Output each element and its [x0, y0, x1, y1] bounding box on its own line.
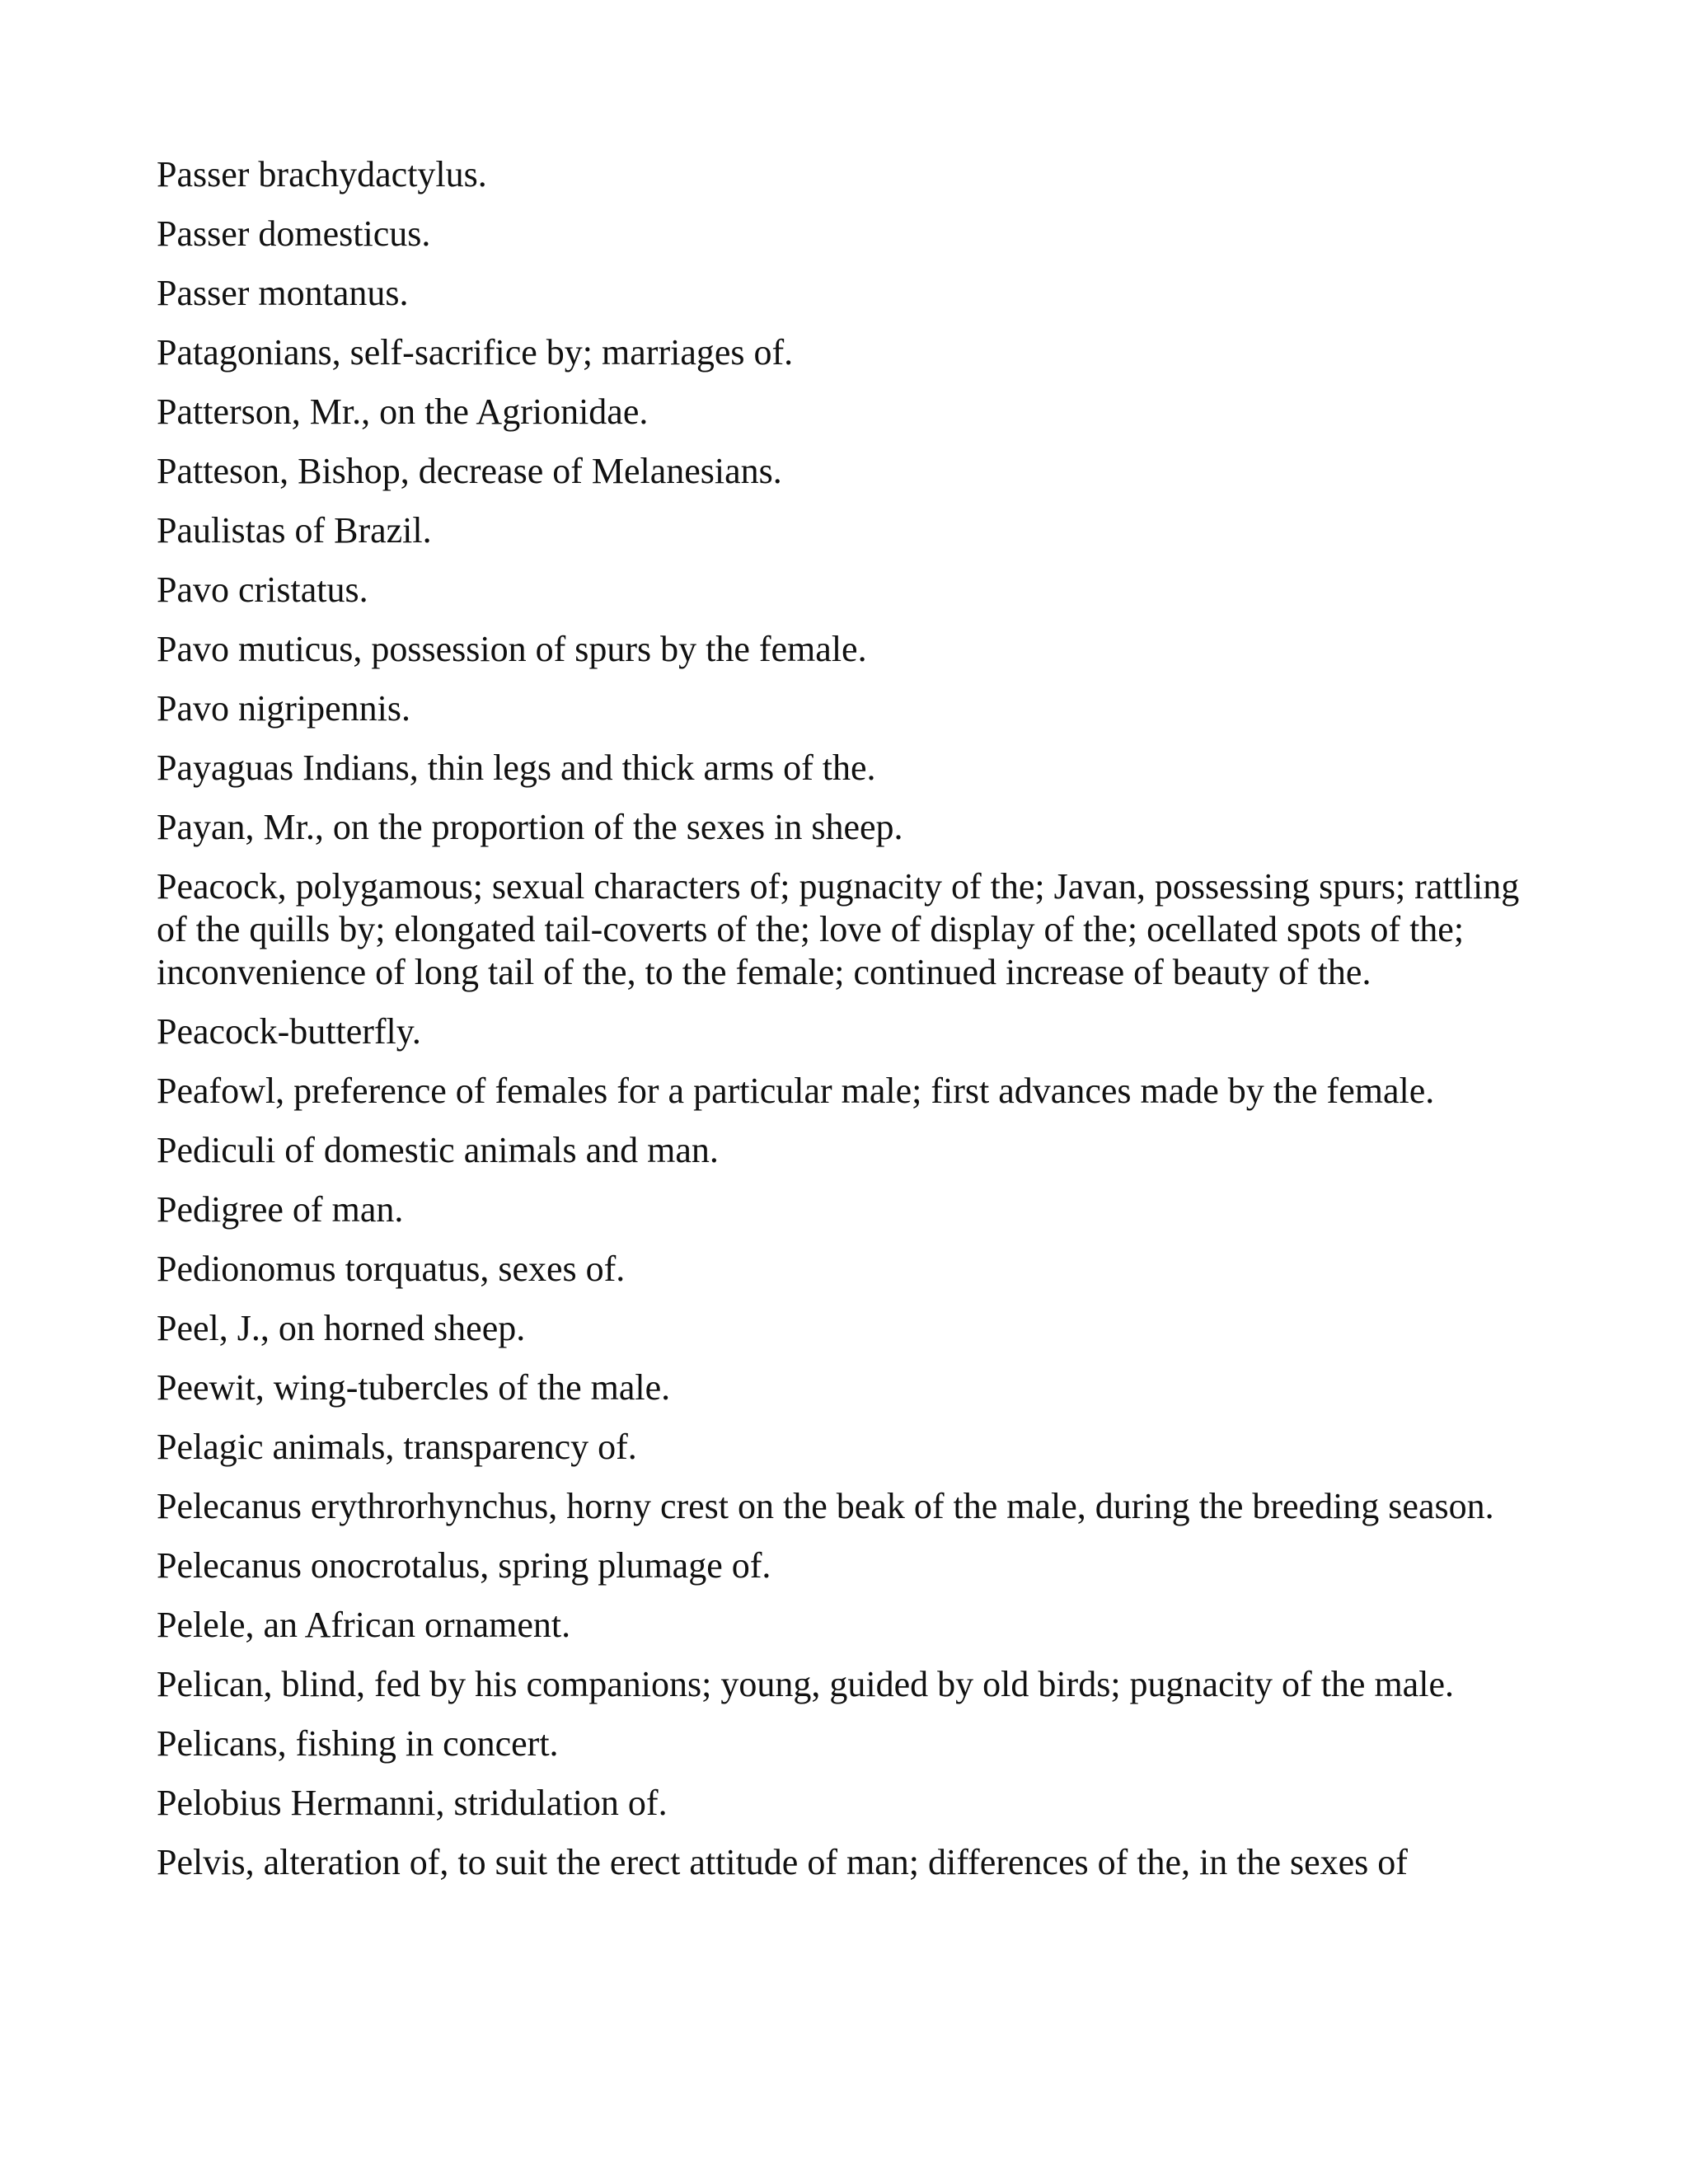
- index-entry: Pelagic animals, transparency of.: [157, 1427, 637, 1467]
- index-entry: Pelecanus erythrorhynchus, horny crest on the beak of the male, during the breeding season.: [157, 1486, 1494, 1526]
- index-entry: Peafowl, preference of females for a particular male; first advances made by the female.: [157, 1071, 1435, 1111]
- index-entry: Pavo nigripennis.: [157, 688, 410, 729]
- index-entry: Pelican, blind, fed by his companions; young, guided by old birds; pugnacity of the male.: [157, 1664, 1454, 1704]
- index-entry: Payan, Mr., on the proportion of the sexes in sheep.: [157, 807, 903, 847]
- index-entry: Peewit, wing-tubercles of the male.: [157, 1367, 671, 1408]
- index-entry: Pedionomus torquatus, sexes of.: [157, 1249, 626, 1289]
- index-entry: Passer brachydactylus.: [157, 154, 487, 194]
- index-entry: Pelobius Hermanni, stridulation of.: [157, 1783, 668, 1823]
- index-entry: Passer montanus.: [157, 273, 409, 313]
- index-entry: Pavo cristatus.: [157, 569, 368, 610]
- index-entry: Peacock-butterfly.: [157, 1011, 421, 1052]
- index-page: [157, 153, 1529, 1900]
- index-entry: Pelele, an African ornament.: [157, 1605, 571, 1645]
- index-entry: Pediculi of domestic animals and man.: [157, 1130, 719, 1170]
- index-entry: Pavo muticus, possession of spurs by the female.: [157, 629, 867, 669]
- index-entry: Patagonians, self-sacrifice by; marriages of.: [157, 332, 794, 373]
- index-entry: Paulistas of Brazil.: [157, 510, 432, 551]
- index-entry: Payaguas Indians, thin legs and thick arms of the.: [157, 748, 876, 788]
- index-entry: Pedigree of man.: [157, 1189, 404, 1230]
- index-entry: Patteson, Bishop, decrease of Melanesians.: [157, 451, 782, 491]
- index-entry: Patterson, Mr., on the Agrionidae.: [157, 391, 649, 432]
- index-entry: Peel, J., on horned sheep.: [157, 1308, 526, 1348]
- index-entry: Pelicans, fishing in concert.: [157, 1723, 559, 1764]
- index-entry: Pelecanus onocrotalus, spring plumage of.: [157, 1545, 771, 1586]
- index-entry: Peacock, polygamous; sexual characters of; pugnacity of the; Javan, possessing spurs; rattling of the quills by; elongated tail-coverts of the; love of display of the; ocellated spots of the; inconvenience of long tail of the, to the female; continued increase of beauty of the.: [157, 866, 1520, 992]
- index-entry: Passer domesticus.: [157, 213, 431, 254]
- index-entry: Pelvis, alteration of, to suit the erect attitude of man; differences of the, in the sexes of: [157, 1842, 1408, 1882]
